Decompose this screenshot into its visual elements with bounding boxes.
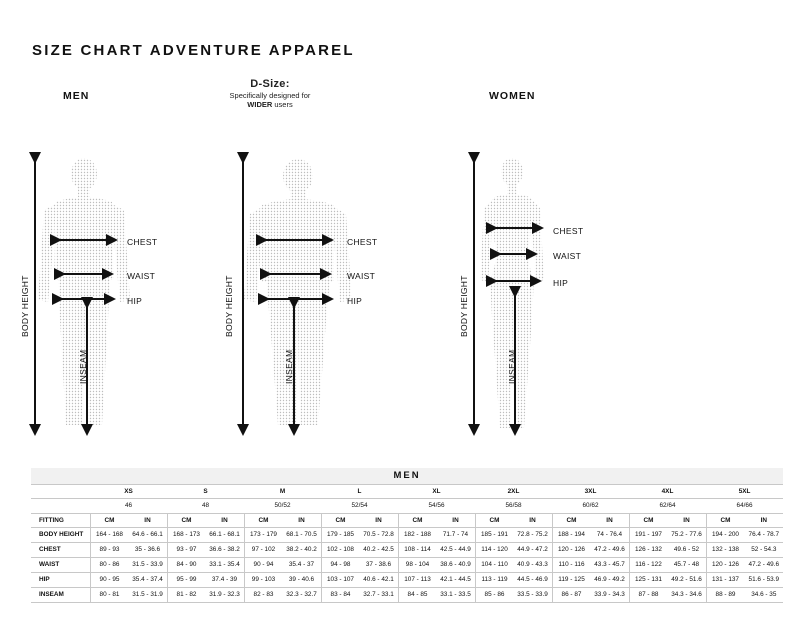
- cm-value: 95 - 99: [167, 572, 206, 587]
- cm-value: 173 - 179: [244, 527, 283, 542]
- dsize-users: users: [272, 100, 293, 109]
- cm-header: CM: [321, 513, 360, 527]
- cm-value: 114 - 120: [475, 542, 514, 557]
- cm-value: 90 - 95: [90, 572, 129, 587]
- in-header: IN: [668, 513, 707, 527]
- cm-value: 93 - 97: [167, 542, 206, 557]
- in-value: 64.6 - 66.1: [129, 527, 168, 542]
- page-title: SIZE CHART ADVENTURE APPAREL: [32, 42, 355, 59]
- cm-value: 182 - 188: [398, 527, 437, 542]
- cm-header: CM: [244, 513, 283, 527]
- cm-value: 103 - 107: [321, 572, 360, 587]
- women-inseam-label: INSEAM: [507, 349, 517, 384]
- dsize-header: [205, 80, 335, 109]
- in-value: 43.3 - 45.7: [591, 557, 630, 572]
- in-header: IN: [360, 513, 399, 527]
- in-value: 49.6 - 52: [668, 542, 707, 557]
- in-header: IN: [206, 513, 245, 527]
- eu-size-cell: 54/56: [398, 498, 475, 513]
- women-hip-label: HIP: [553, 278, 569, 288]
- cm-value: 102 - 108: [321, 542, 360, 557]
- cm-header: CM: [552, 513, 591, 527]
- size-header-xl: XL: [398, 484, 475, 498]
- in-header: IN: [591, 513, 630, 527]
- cm-value: 89 - 93: [90, 542, 129, 557]
- table-row: [31, 527, 783, 542]
- in-value: 44.9 - 47.2: [514, 542, 553, 557]
- men-column-title: MEN: [63, 90, 90, 102]
- cm-header: CM: [90, 513, 129, 527]
- in-value: 31.5 - 31.9: [129, 587, 168, 602]
- in-value: 47.2 - 49.6: [745, 557, 784, 572]
- in-value: 33.9 - 34.3: [591, 587, 630, 602]
- in-value: 76.4 - 78.7: [745, 527, 784, 542]
- men-body-height-label: BODY HEIGHT: [20, 275, 30, 337]
- dsize-title: D-Size:: [250, 78, 290, 90]
- table-title-row: [31, 468, 783, 484]
- in-value: 72.8 - 75.2: [514, 527, 553, 542]
- eu-size-cell: 60/62: [552, 498, 629, 513]
- size-table: [31, 468, 783, 603]
- in-value: 34.3 - 34.6: [668, 587, 707, 602]
- in-header: IN: [514, 513, 553, 527]
- in-value: 37.4 - 39: [206, 572, 245, 587]
- cm-value: 85 - 86: [475, 587, 514, 602]
- in-value: 66.1 - 68.1: [206, 527, 245, 542]
- men-body-illustration: [14, 150, 194, 440]
- dsize-wider: WIDER: [247, 100, 273, 109]
- in-value: 38.2 - 40.2: [283, 542, 322, 557]
- cm-value: 88 - 89: [706, 587, 745, 602]
- eu-size-cell: 48: [167, 498, 244, 513]
- dsize-figure: [224, 150, 418, 440]
- cm-header: CM: [706, 513, 745, 527]
- cm-header: CM: [475, 513, 514, 527]
- size-header-s: S: [167, 484, 244, 498]
- cm-value: 188 - 194: [552, 527, 591, 542]
- in-value: 40.2 - 42.5: [360, 542, 399, 557]
- women-waist-label: WAIST: [553, 251, 582, 261]
- cm-value: 120 - 126: [552, 542, 591, 557]
- men-figure: [14, 150, 194, 440]
- cm-value: 120 - 126: [706, 557, 745, 572]
- cm-value: 99 - 103: [244, 572, 283, 587]
- eu-row-spacer: [31, 498, 90, 513]
- women-body-height-label: BODY HEIGHT: [459, 275, 469, 337]
- cm-value: 131 - 137: [706, 572, 745, 587]
- cm-header: CM: [629, 513, 668, 527]
- in-value: 31.9 - 32.3: [206, 587, 245, 602]
- in-value: 33.1 - 33.5: [437, 587, 476, 602]
- row-label: BODY HEIGHT: [31, 527, 90, 542]
- in-value: 42.1 - 44.5: [437, 572, 476, 587]
- eu-size-cell: 56/58: [475, 498, 552, 513]
- eu-size-cell: 52/54: [321, 498, 398, 513]
- in-value: 39 - 40.6: [283, 572, 322, 587]
- women-chest-label: CHEST: [553, 226, 584, 236]
- in-value: 46.9 - 49.2: [591, 572, 630, 587]
- cm-value: 179 - 185: [321, 527, 360, 542]
- cm-value: 113 - 119: [475, 572, 514, 587]
- eu-size-row: [31, 498, 783, 513]
- in-header: IN: [283, 513, 322, 527]
- cm-value: 80 - 86: [90, 557, 129, 572]
- cm-value: 185 - 191: [475, 527, 514, 542]
- fitting-label: FITTING: [31, 513, 90, 527]
- size-header-4xl: 4XL: [629, 484, 706, 498]
- eu-size-cell: 62/64: [629, 498, 706, 513]
- in-value: 49.2 - 51.6: [668, 572, 707, 587]
- dsize-body-height-label: BODY HEIGHT: [224, 275, 234, 337]
- cm-value: 132 - 138: [706, 542, 745, 557]
- cm-value: 108 - 114: [398, 542, 437, 557]
- cm-value: 82 - 83: [244, 587, 283, 602]
- in-value: 33.5 - 33.9: [514, 587, 553, 602]
- size-header-l: L: [321, 484, 398, 498]
- in-value: 42.5 - 44.9: [437, 542, 476, 557]
- in-value: 47.2 - 49.6: [591, 542, 630, 557]
- dsize-line2: [205, 100, 335, 109]
- in-value: 51.6 - 53.9: [745, 572, 784, 587]
- in-value: 75.2 - 77.6: [668, 527, 707, 542]
- row-label: CHEST: [31, 542, 90, 557]
- row-label: WAIST: [31, 557, 90, 572]
- in-header: IN: [437, 513, 476, 527]
- cm-value: 194 - 200: [706, 527, 745, 542]
- cm-header: CM: [167, 513, 206, 527]
- dsize-line1: Specifically designed for: [229, 91, 311, 100]
- in-value: 34.6 - 35: [745, 587, 784, 602]
- size-row: [31, 484, 783, 498]
- cm-value: 116 - 122: [629, 557, 668, 572]
- cm-value: 98 - 104: [398, 557, 437, 572]
- size-header-3xl: 3XL: [552, 484, 629, 498]
- in-value: 32.3 - 32.7: [283, 587, 322, 602]
- in-value: 45.7 - 48: [668, 557, 707, 572]
- dsize-inseam-label: INSEAM: [284, 349, 294, 384]
- women-figure: [454, 150, 634, 440]
- size-header-2xl: 2XL: [475, 484, 552, 498]
- in-value: 70.5 - 72.8: [360, 527, 399, 542]
- row-label: HIP: [31, 572, 90, 587]
- in-value: 35.4 - 37: [283, 557, 322, 572]
- cm-value: 164 - 168: [90, 527, 129, 542]
- dsize-hip-label: HIP: [347, 296, 363, 306]
- cm-value: 84 - 90: [167, 557, 206, 572]
- eu-size-cell: 64/66: [706, 498, 783, 513]
- in-header: IN: [129, 513, 168, 527]
- table-row: [31, 542, 783, 557]
- cm-value: 87 - 88: [629, 587, 668, 602]
- size-row-spacer: [31, 484, 90, 498]
- cm-value: 83 - 84: [321, 587, 360, 602]
- cm-value: 84 - 85: [398, 587, 437, 602]
- unit-row: [31, 513, 783, 527]
- cm-value: 97 - 102: [244, 542, 283, 557]
- eu-size-cell: 46: [90, 498, 167, 513]
- men-chest-label: CHEST: [127, 237, 158, 247]
- in-value: 71.7 - 74: [437, 527, 476, 542]
- table-title: MEN: [31, 468, 783, 484]
- in-value: 36.6 - 38.2: [206, 542, 245, 557]
- cm-value: 80 - 81: [90, 587, 129, 602]
- in-value: 37 - 38.6: [360, 557, 399, 572]
- dsize-waist-label: WAIST: [347, 271, 376, 281]
- in-value: 74 - 76.4: [591, 527, 630, 542]
- cm-value: 110 - 116: [552, 557, 591, 572]
- cm-value: 107 - 113: [398, 572, 437, 587]
- men-hip-label: HIP: [127, 296, 143, 306]
- cm-header: CM: [398, 513, 437, 527]
- in-value: 32.7 - 33.1: [360, 587, 399, 602]
- table-row: [31, 572, 783, 587]
- cm-value: 191 - 197: [629, 527, 668, 542]
- dsize-chest-label: CHEST: [347, 237, 378, 247]
- cm-value: 94 - 98: [321, 557, 360, 572]
- in-header: IN: [745, 513, 784, 527]
- table-row: [31, 557, 783, 572]
- in-value: 40.9 - 43.3: [514, 557, 553, 572]
- cm-value: 125 - 131: [629, 572, 668, 587]
- cm-value: 81 - 82: [167, 587, 206, 602]
- cm-value: 86 - 87: [552, 587, 591, 602]
- dsize-body-illustration: [228, 150, 418, 440]
- in-value: 40.6 - 42.1: [360, 572, 399, 587]
- row-label: INSEAM: [31, 587, 90, 602]
- in-value: 33.1 - 35.4: [206, 557, 245, 572]
- eu-size-cell: 50/52: [244, 498, 321, 513]
- cm-value: 119 - 125: [552, 572, 591, 587]
- in-value: 68.1 - 70.5: [283, 527, 322, 542]
- in-value: 35 - 36.6: [129, 542, 168, 557]
- cm-value: 126 - 132: [629, 542, 668, 557]
- cm-value: 104 - 110: [475, 557, 514, 572]
- in-value: 35.4 - 37.4: [129, 572, 168, 587]
- cm-value: 168 - 173: [167, 527, 206, 542]
- size-header-m: M: [244, 484, 321, 498]
- women-body-illustration: [454, 150, 634, 440]
- size-header-5xl: 5XL: [706, 484, 783, 498]
- in-value: 44.5 - 46.9: [514, 572, 553, 587]
- men-waist-label: WAIST: [127, 271, 156, 281]
- in-value: 31.5 - 33.9: [129, 557, 168, 572]
- in-value: 52 - 54.3: [745, 542, 784, 557]
- size-header-xs: XS: [90, 484, 167, 498]
- table-row: [31, 587, 783, 602]
- women-column-title: WOMEN: [489, 90, 536, 102]
- men-inseam-label: INSEAM: [78, 349, 88, 384]
- cm-value: 90 - 94: [244, 557, 283, 572]
- in-value: 38.6 - 40.9: [437, 557, 476, 572]
